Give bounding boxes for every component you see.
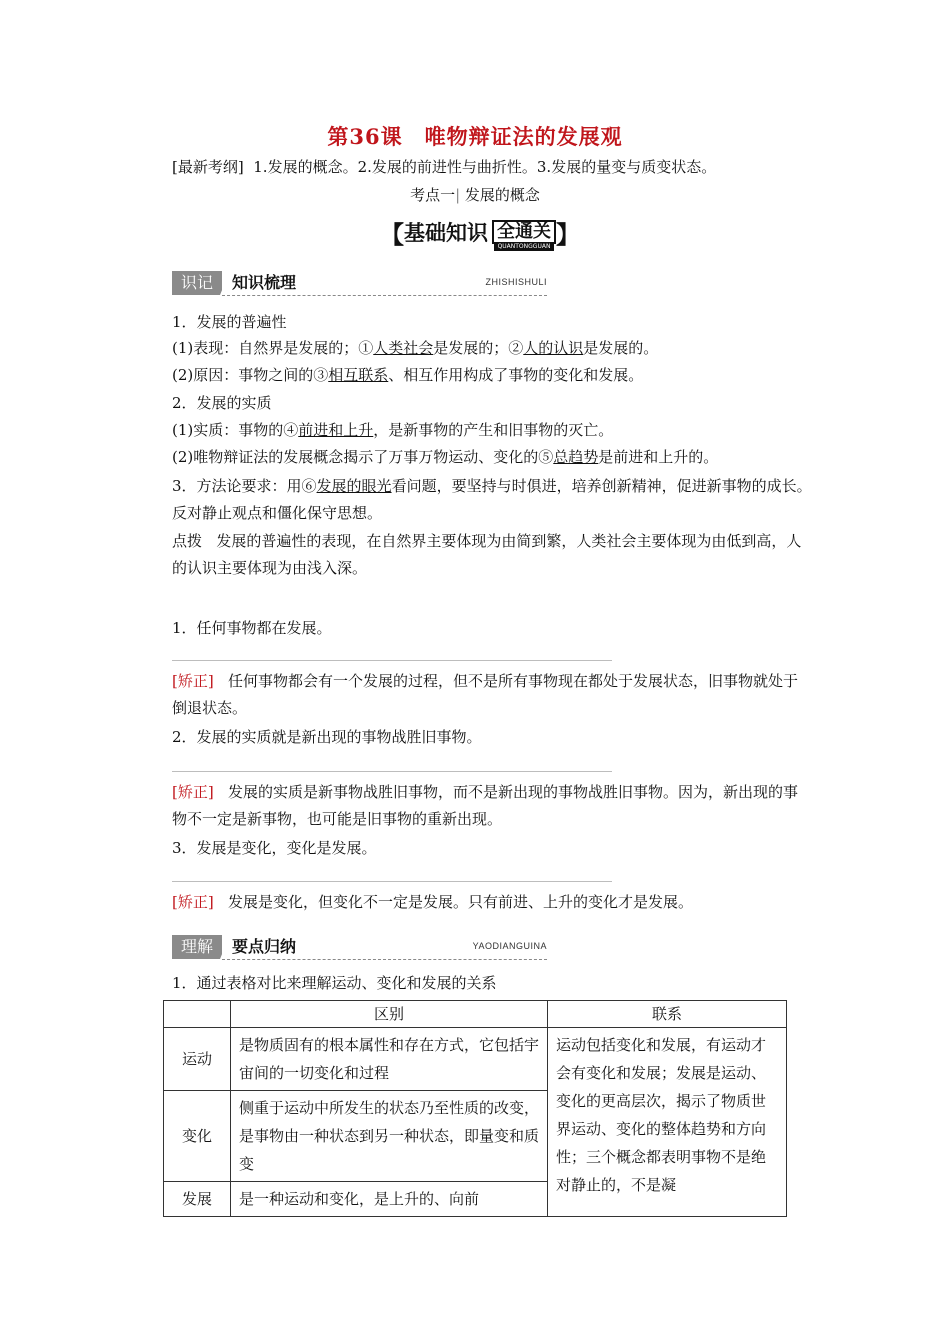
blank-answer: 人类社会 xyxy=(373,339,434,357)
knowledge-line-2: (2)原因：事物之间的③相互联系、相互作用构成了事物的变化和发展。 xyxy=(172,366,644,384)
banner-open-bracket: 【 xyxy=(380,220,404,249)
correction-text: 发展的实质是新事物战胜旧事物，而不是新出现的事物战胜旧事物。因为，新出现的事物不一定是新事物，也可能是旧事物的重新出现。 xyxy=(172,783,799,828)
relation-cell: 运动包括变化和发展，有运动才会有变化和发展；发展是运动、变化的更高层次，揭示了物质世界运动、变化的整体趋势和方向性；三个概念都表明事物不是绝对静止的，不是凝 xyxy=(548,1028,787,1217)
correction xyxy=(172,779,812,833)
banner-badge-pinyin: QUANTONGGUAN xyxy=(494,243,554,251)
banner-close-bracket: 】 xyxy=(556,220,580,249)
correction xyxy=(172,891,812,913)
lesson-topic: 唯物辩证法的发展观 xyxy=(424,124,623,149)
knowledge-line-5: 3．方法论要求：用⑥发展的眼光看问题，要坚持与时俱进，培养创新精神，促进新事物的成长。反对静止观点和僵化保守思想。 xyxy=(172,477,812,522)
section-pinyin: YAODIANGUINA xyxy=(472,941,547,951)
correction xyxy=(172,668,812,722)
kaodian-label: 考点一 xyxy=(410,186,456,204)
term-cell: 发展 xyxy=(164,1182,231,1217)
knowledge-line-3: (1)实质：事物的④前进和上升，是新事物的产生和旧事物的灭亡。 xyxy=(172,421,614,439)
kaodian-heading: 考点一| 发展的概念 xyxy=(410,186,540,204)
correction-text: 发展是变化，但变化不一定是发展。只有前进、上升的变化才是发展。 xyxy=(228,893,694,911)
answer-rule xyxy=(172,881,612,882)
table-header-row xyxy=(164,1001,787,1028)
answer-rule xyxy=(172,771,612,772)
table-intro: 1．通过表格对比来理解运动、变化和发展的关系 xyxy=(172,974,497,992)
misconception-statement: 3．发展是变化，变化是发展。 xyxy=(172,839,377,857)
section-tag: 识记 xyxy=(172,271,222,295)
correction-label: [矫正] xyxy=(172,893,214,911)
section-dash-rule xyxy=(222,295,547,296)
banner-text: 基础知识 xyxy=(404,221,488,245)
banner-badge-text: 全通关 xyxy=(497,221,551,242)
page-title xyxy=(0,121,950,151)
difference-cell: 是物质固有的根本属性和存在方式，它包括宇宙间的一切变化和过程 xyxy=(231,1028,548,1091)
blank-answer: 发展的眼光 xyxy=(316,477,392,495)
answer-rule xyxy=(172,660,612,661)
correction-text: 任何事物都会有一个发展的过程，但不是所有事物现在都处于发展状态，旧事物就处于倒退状态。 xyxy=(172,672,799,717)
exam-outline-text: 1.发展的概念。2.发展的前进性与曲折性。3.发展的量变与质变状态。 xyxy=(253,158,717,176)
knowledge-heading-2: 2．发展的实质 xyxy=(172,394,272,412)
tag-slash-decoration xyxy=(220,935,230,959)
kaodian-text: 发展的概念 xyxy=(464,186,540,204)
tag-slash-decoration xyxy=(220,271,230,295)
comparison-table xyxy=(163,1000,787,1217)
exam-outline-label: [最新考纲] xyxy=(172,158,244,176)
blank-answer: 总趋势 xyxy=(553,448,599,466)
tip-label: 点拨 xyxy=(172,532,203,550)
lesson-number: 第36课 xyxy=(327,124,403,149)
exam-outline xyxy=(172,156,812,178)
table-header-cell xyxy=(164,1001,231,1028)
blank-answer: 相互联系 xyxy=(328,366,389,384)
basic-knowledge-banner xyxy=(380,217,580,250)
section-header-knowledge xyxy=(172,271,547,297)
tip-text: 发展的普遍性的表现，在自然界主要体现为由简到繁，人类社会主要体现为由低到高，人的认识主要体现为由浅入深。 xyxy=(172,532,802,577)
knowledge-tip xyxy=(172,528,812,582)
term-cell: 变化 xyxy=(164,1091,231,1182)
knowledge-line-1: (1)表现：自然界是发展的；①人类社会是发展的；②人的认识是发展的。 xyxy=(172,339,659,357)
section-name: 知识梳理 xyxy=(232,273,297,292)
section-dash-rule xyxy=(222,959,547,960)
table-row xyxy=(164,1028,787,1091)
table-header-cell: 联系 xyxy=(548,1001,787,1028)
difference-cell: 是一种运动和变化，是上升的、向前 xyxy=(231,1182,548,1217)
blank-answer: 前进和上升 xyxy=(298,421,374,439)
section-tag: 理解 xyxy=(172,935,222,959)
knowledge-heading-1: 1．发展的普遍性 xyxy=(172,313,287,331)
difference-cell: 侧重于运动中所发生的状态乃至性质的改变，是事物由一种状态到另一种状态，即量变和质变 xyxy=(231,1091,548,1182)
table-header-cell: 区别 xyxy=(231,1001,548,1028)
section-pinyin: ZHISHISHULI xyxy=(485,277,547,287)
misconception-statement: 1．任何事物都在发展。 xyxy=(172,619,332,637)
correction-label: [矫正] xyxy=(172,672,214,690)
banner-badge xyxy=(492,220,556,250)
knowledge-line-4: (2)唯物辩证法的发展概念揭示了万事万物运动、变化的⑤总趋势是前进和上升的。 xyxy=(172,448,719,466)
term-cell: 运动 xyxy=(164,1028,231,1091)
correction-label: [矫正] xyxy=(172,783,214,801)
misconception-statement: 2．发展的实质就是新出现的事物战胜旧事物。 xyxy=(172,728,482,746)
section-header-key-points xyxy=(172,935,547,961)
section-name: 要点归纳 xyxy=(232,937,297,956)
blank-answer: 人的认识 xyxy=(523,339,584,357)
